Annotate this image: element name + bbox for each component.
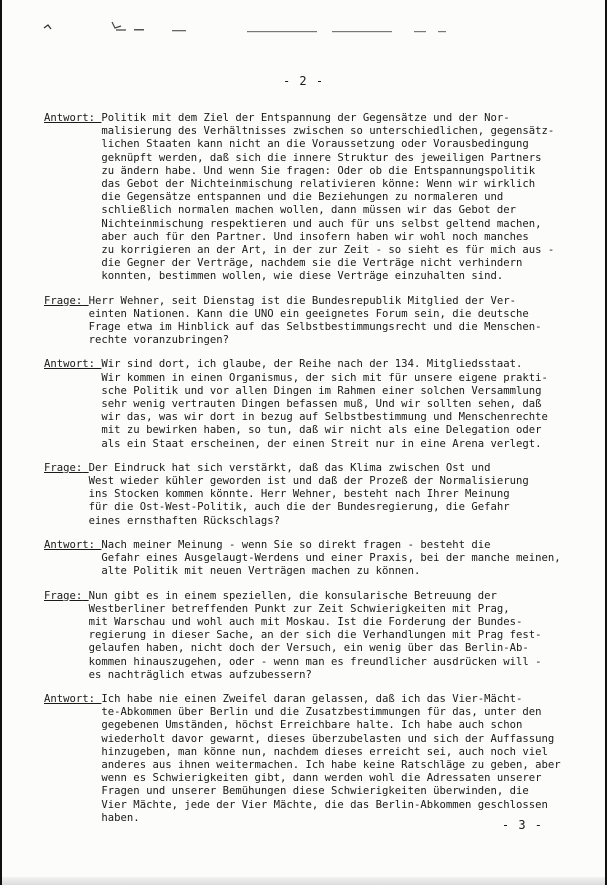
paragraph: Wir sind dort, ich glaube, der Reihe nach der 134. Mitgliedsstaat. Wir kommen in einen Organismus, der sich mit für unsere eigene prakti- sche Politik und vor allen Dingen im Rahmen einer solchen Versammlung sehr wenig vertrauten Dingen befassen muß, Und wir sollten sehen, daß wir das, was wir dort in bezug auf Selbstbestimmung und Menschenrechte mit zu bewirken haben, so tun, daß wir nicht als eine Delegation oder als ein Staat erscheinen, der einen Streit nur in eine Arena verlegt. xyxy=(101,358,548,450)
qa-block xyxy=(44,539,564,579)
speaker-label: Frage: xyxy=(44,461,83,474)
qa-block xyxy=(44,112,564,284)
paragraph: Ich habe nie einen Zweifel daran gelassen, daß ich das Vier-Mächt- te-Abkommen über Berlin und die Zusatzbestimmungen für das, unter den gegebenen Umständen, höchst Erreichbare halte. Ich habe auch schon wiederholt davor gewarnt, dieses überzubelasten und sich der Auffassung hinzugeben, man könne nun, nachdem dieses erreicht sei, auch noch viel anderes aus ihnen weitermachen. Ich habe keine Ratschläge zu geben, aber wenn es Schwierigkeiten gibt, dann werden wohl die Adressaten unserer Fragen und unserer Bemühungen diese Schwierigkeiten überwinden, die Vier Mächte, jede der Vier Mächte, die das Berlin-Abkommen geschlossen haben. xyxy=(101,692,561,824)
paragraph: Nun gibt es in einem speziellen, die konsularische Betreuung der Westberliner betreffenden Punkt zur Zeit Schwierigkeiten mit Prag, mit Warschau und wohl auch mit Moskau. Ist die Forderung der Bundes- regierung in dieser Sache, an der sich die Verhandlungen mit Prag fest- gelaufen haben, nicht doch der Versuch, ein wenig über das Berlin-Ab- kommen hinauszugehen, oder - wenn man es freundlicher ausdrücken will - es nachträglich etwas aufzubessern? xyxy=(88,589,542,681)
scan-artifacts xyxy=(42,14,462,36)
qa-block xyxy=(44,693,564,825)
speaker-label: Antwort: xyxy=(44,538,96,551)
paragraph: Politik mit dem Ziel der Entspannung der Gegensätze und der Nor- malisierung des Verhältnisses zwischen so unterschiedlichen, gegensätz- lichen Staaten kann nicht an die Voraussetzung oder Vorausbedingung geknüpft werden, daß sich die innere Struktur des jeweiligen Partners zu ändern habe. Und wenn Sie fragen: Oder ob die Entspannungspolitik das Gebot der Nichteinmischung relativieren könne: Wenn wir wirklich die Gegensätze entspannen und die Beziehungen zu normaleren und schließlich normalen machen wollen, dann müssen wir das Gebot der Nichteinmischung respektieren und auch für uns selbst geltend machen, aber auch für den Partner. Und insofern haben wir wohl noch manches zu korrigieren an der Art, in der zur Zeit - so sieht es für mich aus - die Gegner der Verträge, nachdem sie die Verträge nicht verhindern konnten, bestimmen wollen, wie diese Verträge einzuhalten sind. xyxy=(101,112,555,283)
qa-block xyxy=(44,358,564,450)
interview-text xyxy=(44,112,564,836)
speaker-label: Frage: xyxy=(44,589,83,602)
speaker-label: Antwort: xyxy=(44,112,96,124)
paragraph: Der Eindruck hat sich verstärkt, daß das Klima zwischen Ost und West wieder kühler geworden ist und daß der Prozeß der Normalisierung ins Stocken kommen könnte. Herr Wehner, besteht nach Ihrer Meinung für die Ost-West-Politik, auch die der Bundesregierung, die Gefahr eines ernsthaften Rückschlags? xyxy=(88,461,529,527)
qa-block xyxy=(44,462,564,528)
qa-block xyxy=(44,295,564,348)
page-bottom-edge xyxy=(2,877,605,885)
page-number: - 2 - xyxy=(282,74,325,88)
paragraph: Nach meiner Meinung - wenn Sie so direkt fragen - besteht die Gefahr eines Ausgelaugt-Werdens und einer Praxis, bei der manche meinen, alte Politik mit neuen Verträgen machen zu können. xyxy=(101,538,561,578)
speaker-label: Frage: xyxy=(44,294,83,307)
next-page-marker: - 3 - xyxy=(501,818,543,832)
paragraph: Herr Wehner, seit Dienstag ist die Bundesrepublik Mitglied der Ver- einten Nationen. Kann die UNO ein geeignetes Forum sein, die deutsche Frage etwa im Hinblick auf das Selbstbestimmungsrecht und die Menschen- rechte voranzubringen? xyxy=(88,294,542,347)
speaker-label: Antwort: xyxy=(44,692,96,705)
speaker-label: Antwort: xyxy=(44,358,96,371)
qa-block xyxy=(44,590,564,682)
